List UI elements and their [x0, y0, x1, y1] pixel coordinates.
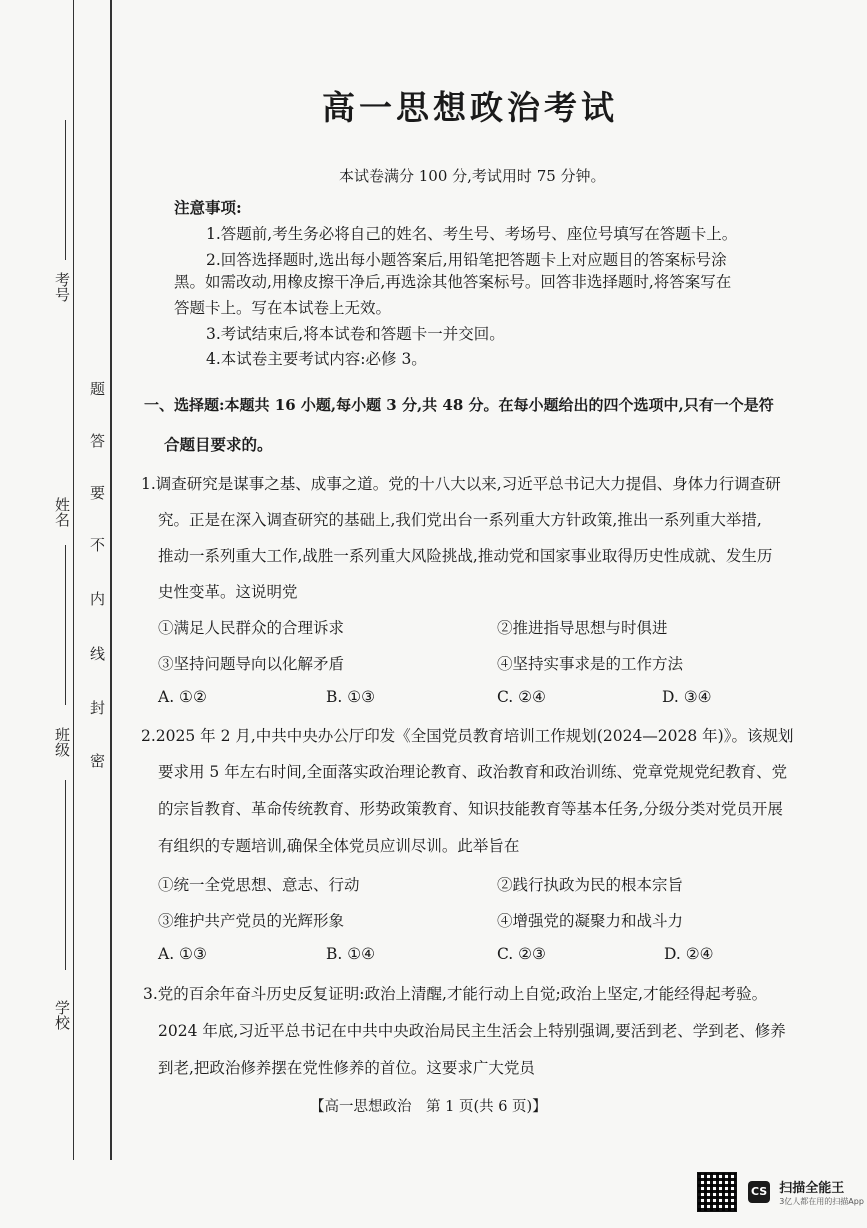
qr-code-icon	[697, 1172, 737, 1212]
scanner-brand	[779, 1177, 864, 1207]
choice-d: D. ②④	[664, 945, 714, 963]
notes-line: 2.回答选择题时,选出每小题答案后,用铅笔把答题卡上对应题目的答案标号涂	[206, 251, 727, 269]
seal-char: 要	[90, 484, 106, 502]
question-text: 的宗旨教育、革命传统教育、形势政策教育、知识技能教育等基本任务,分级分类对党员开展	[158, 800, 783, 818]
scanner-tagline: 3亿人都在用的扫描App	[779, 1197, 864, 1206]
question-text: 2024 年底,习近平总书记在中共中央政治局民主生活会上特别强调,要活到老、学到老、修养	[158, 1022, 786, 1040]
question-text: 3.党的百余年奋斗历史反复证明:政治上清醒,才能行动上自觉;政治上坚定,才能经得起考验。	[143, 985, 768, 1003]
binding-margin	[0, 0, 125, 1228]
seal-char: 不	[90, 536, 106, 554]
camscanner-logo-icon: CS	[748, 1181, 770, 1203]
statement-item: ③坚持问题导向以化解矛盾	[158, 655, 345, 673]
exam-subtitle: 本试卷满分 100 分,考试用时 75 分钟。	[339, 167, 606, 185]
statement-item: ①满足人民群众的合理诉求	[158, 619, 345, 637]
seal-char: 密	[90, 752, 106, 770]
question-text: 有组织的专题培训,确保全体党员应训尽训。此举旨在	[158, 837, 520, 855]
name-blank	[65, 545, 66, 705]
statement-item: ④坚持实事求是的工作方法	[497, 655, 684, 673]
margin-rule-left	[73, 0, 74, 1160]
choice-b: B. ①④	[326, 945, 376, 963]
statement-item: ②践行执政为民的根本宗旨	[497, 876, 684, 894]
notes-line: 1.答题前,考生务必将自己的姓名、考生号、考场号、座位号填写在答题卡上。	[206, 225, 738, 243]
scanner-badge	[697, 1172, 864, 1212]
section-heading: 一、选择题:本题共 16 小题,每小题 3 分,共 48 分。在每小题给出的四个选项中,只有一个是符	[144, 396, 774, 414]
statement-item: ③维护共产党员的光辉形象	[158, 912, 345, 930]
notes-line: 黑。如需改动,用橡皮擦干净后,再选涂其他答案标号。回答非选择题时,将答案写在	[174, 273, 732, 291]
choice-c: C. ②④	[497, 688, 546, 706]
question-text: 要求用 5 年左右时间,全面落实政治理论教育、政治教育和政治训练、党章党规党纪教育、党	[158, 763, 788, 781]
notes-line: 3.考试结束后,将本试卷和答题卡一并交回。	[206, 325, 505, 343]
section-heading-cont: 合题目要求的。	[164, 435, 273, 454]
seal-char: 内	[90, 590, 106, 608]
statement-item: ①统一全党思想、意志、行动	[158, 876, 360, 894]
choice-a: A. ①②	[158, 688, 207, 706]
question-text: 究。正是在深入调查研究的基础上,我们党出台一系列重大方针政策,推出一系列重大举措,	[158, 511, 762, 529]
exam-no-label: 考号	[53, 272, 71, 302]
class-blank	[65, 780, 66, 970]
notes-line: 答题卡上。写在本试卷上无效。	[174, 299, 392, 317]
choice-d: D. ③④	[662, 688, 712, 706]
seal-char: 封	[90, 699, 106, 717]
question-text: 1.调查研究是谋事之基、成事之道。党的十八大以来,习近平总书记大力提倡、身体力行调查研	[141, 475, 781, 493]
statement-item: ②推进指导思想与时俱进	[497, 619, 668, 637]
exam-no-blank	[65, 120, 66, 260]
question-text: 推动一系列重大工作,战胜一系列重大风险挑战,推动党和国家事业取得历史性成就、发生历	[158, 547, 773, 565]
question-text: 2.2025 年 2 月,中共中央办公厅印发《全国党员教育培训工作规划(2024—2028 年)》。该规划	[141, 727, 794, 745]
choice-a: A. ①③	[158, 945, 207, 963]
choice-c: C. ②③	[497, 945, 546, 963]
seal-char: 答	[90, 432, 106, 450]
question-text: 到老,把政治修养摆在党性修养的首位。这要求广大党员	[158, 1059, 535, 1077]
choice-b: B. ①③	[326, 688, 376, 706]
scanner-name: 扫描全能王	[779, 1181, 845, 1196]
school-label: 学校	[53, 1000, 71, 1030]
class-label: 班级	[53, 727, 71, 757]
name-label: 姓名	[53, 497, 71, 527]
seal-char: 线	[90, 645, 106, 663]
margin-rule-right	[110, 0, 112, 1160]
notes-line: 4.本试卷主要考试内容:必修 3。	[206, 350, 427, 368]
question-text: 史性变革。这说明党	[158, 583, 298, 601]
seal-char: 题	[90, 380, 106, 398]
exam-title: 高一思想政治考试	[322, 88, 618, 127]
notes-heading: 注意事项:	[174, 198, 242, 217]
page-footer: 【高一思想政治 第 1 页(共 6 页)】	[310, 1099, 547, 1115]
statement-item: ④增强党的凝聚力和战斗力	[497, 912, 684, 930]
